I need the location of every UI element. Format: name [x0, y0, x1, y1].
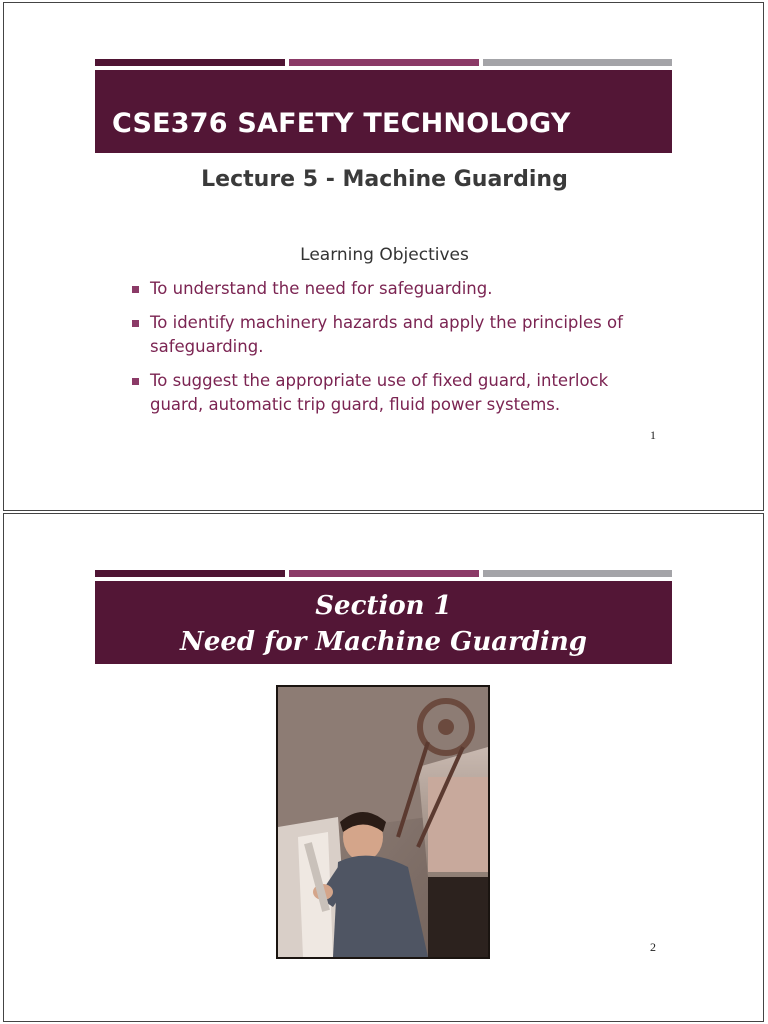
title-bar: [95, 70, 672, 153]
stripe-dark: [95, 59, 285, 66]
slide-title: CSE376 SAFETY TECHNOLOGY: [112, 108, 571, 139]
stripe-mid: [289, 570, 479, 577]
section-title: Need for Machine Guarding: [180, 627, 587, 657]
objectives-heading: Learning Objectives: [300, 245, 469, 265]
accent-stripes: [95, 59, 672, 66]
stripe-mid: [289, 59, 479, 66]
slide-2: [3, 513, 764, 1022]
section-number: Section 1: [315, 591, 452, 621]
objectives-list: [132, 277, 652, 427]
square-bullet-icon: [132, 286, 139, 293]
stripe-grey: [483, 570, 672, 577]
objective-text: To identify machinery hazards and apply the principles of safeguarding.: [150, 313, 623, 356]
square-bullet-icon: [132, 378, 139, 385]
objective-item: [132, 277, 652, 301]
slide-1: [3, 2, 764, 511]
objective-text: To understand the need for safeguarding.: [150, 279, 493, 298]
worker-machine-photo: [276, 685, 490, 959]
lecture-subtitle: Lecture 5 - Machine Guarding: [201, 167, 568, 192]
photo-worker-machine-pulley-icon: [278, 687, 488, 957]
page-number: 1: [650, 428, 656, 442]
page-number: 2: [650, 940, 656, 954]
objective-item: [132, 369, 652, 417]
stripe-grey: [483, 59, 672, 66]
square-bullet-icon: [132, 320, 139, 327]
objective-text: To suggest the appropriate use of fixed guard, interlock guard, automatic trip guard, fluid power systems.: [150, 371, 609, 414]
section-title-bar: [95, 581, 672, 664]
stripe-dark: [95, 570, 285, 577]
accent-stripes: [95, 570, 672, 577]
objective-item: [132, 311, 652, 359]
